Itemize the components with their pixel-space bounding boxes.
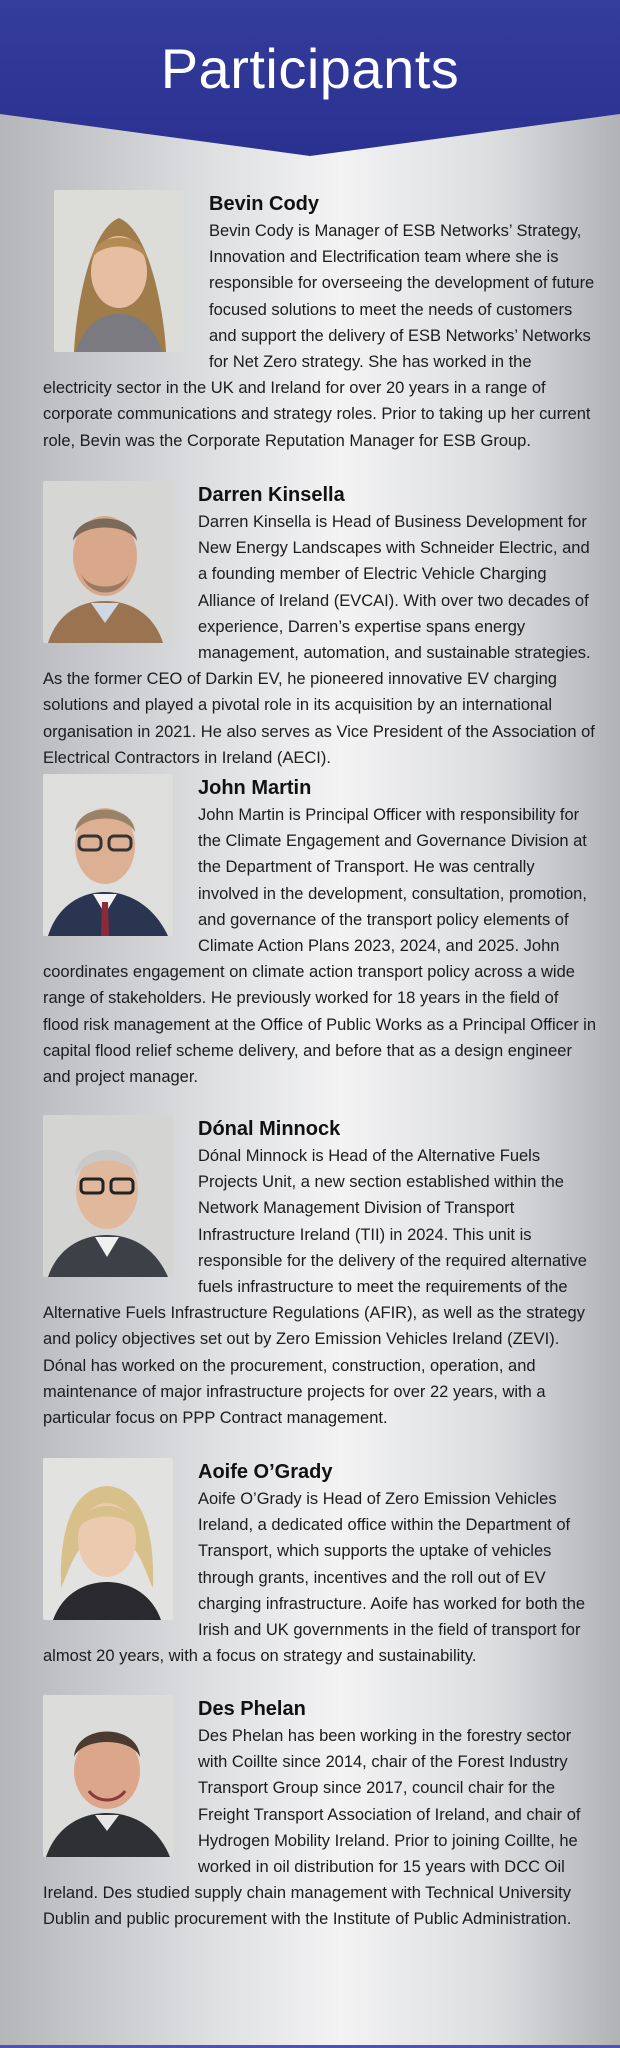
page-title: Participants	[160, 37, 460, 100]
portrait-aoife-ogrady	[43, 1458, 173, 1620]
participant-description: Des Phelan has been working in the forestry sector with Coillte since 2014, chair of the Forest Industry Transport Group since 2017, council chair for the Freight Transport Association of Ireland, and chair of Hydrogen Mobility Ireland. Prior to joining Coillte, he worked in oil distribution for 15 years with DCC Oil Ireland. Des studied supply chain management with Technical University Dublin and public procurement with the Institute of Public Administration.	[43, 1727, 581, 1929]
participant-bio	[43, 774, 598, 1090]
portrait-photo	[43, 1695, 173, 1857]
portrait-darren-kinsella	[43, 481, 173, 643]
participant-name: Darren Kinsella	[198, 484, 345, 506]
participant-description: Aoife O’Grady is Head of Zero Emission Vehicles Ireland, a dedicated office within the Department of Transport, which supports the uptake of vehicles through grants, incentives and the roll out of EV charging infrastructure. Aoife has worked for both the Irish and UK governments in the field of transport for almost 20 years, with a focus on strategy and sustainability.	[43, 1490, 586, 1666]
participant-name: John Martin	[198, 777, 312, 799]
participant-bio	[43, 1458, 598, 1669]
portrait-john-martin	[43, 774, 173, 936]
header-banner	[0, 0, 620, 160]
portrait-photo	[43, 774, 173, 936]
participant-bio	[43, 190, 598, 454]
participant-name: Dónal Minnock	[198, 1118, 341, 1140]
participant-name: Aoife O’Grady	[198, 1461, 333, 1483]
participant-description: Darren Kinsella is Head of Business Development for New Energy Landscapes with Schneider Electric, and a founding member of Electric Vehicle Charging Alliance of Ireland (EVCAI). With over two decades of experience, Darren’s expertise spans energy management, automation, and sustainable strategies. As the former CEO of Darkin EV, he pioneered innovative EV charging solutions and played a pivotal role in its acquisition by an international organisation in 2021. He also serves as Vice President of the Association of Electrical Contractors in Ireland (AECI).	[43, 513, 595, 767]
portrait-bevin-cody	[54, 190, 184, 352]
participant-description: Bevin Cody is Manager of ESB Networks’ Strategy, Innovation and Electrification team where she is responsible for overseeing the development of future focused solutions to meet the needs of customers and support the delivery of ESB Networks’ Networks for Net Zero strategy. She has worked in the electricity sector in the UK and Ireland for over 20 years in a range of corporate communications and strategy roles. Prior to taking up her current role, Bevin was the Corporate Reputation Manager for ESB Group.	[43, 222, 595, 450]
participant-name: Bevin Cody	[209, 193, 320, 215]
portrait-photo	[54, 190, 184, 352]
portrait-des-phelan	[43, 1695, 173, 1857]
participant-description: Dónal Minnock is Head of the Alternative Fuels Projects Unit, a new section established within the Network Management Division of Transport Infrastructure Ireland (TII) in 2024. This unit is responsible for the delivery of the required alternative fuels infrastructure to meet the requirements of the Alternative Fuels Infrastructure Regulations (AFIR), as well as the strategy and policy objectives set out by Zero Emission Vehicles Ireland (ZEVI). Dónal has worked on the procurement, construction, operation, and maintenance of major infrastructure projects for over 22 years, with a particular focus on PPP Contract management.	[43, 1147, 587, 1428]
participant-bio	[43, 1695, 598, 1933]
portrait-photo	[43, 1115, 173, 1277]
participant-bio	[43, 1115, 598, 1431]
portrait-photo	[43, 1458, 173, 1620]
portrait-photo	[43, 481, 173, 643]
participant-bio	[43, 481, 598, 771]
participant-name: Des Phelan	[198, 1698, 306, 1720]
portrait-donal-minnock	[43, 1115, 173, 1277]
participant-description: John Martin is Principal Officer with responsibility for the Climate Engagement and Governance Division at the Department of Transport. He was centrally involved in the development, consultation, promotion, and governance of the transport policy elements of Climate Action Plans 2023, 2024, and 2025. John coordinates engagement on climate action transport policy across a wide range of stakeholders. He previously worked for 18 years in the field of flood risk management at the Office of Public Works as a Principal Officer in capital flood relief scheme delivery, and before that as a design engineer and project manager.	[43, 806, 596, 1087]
